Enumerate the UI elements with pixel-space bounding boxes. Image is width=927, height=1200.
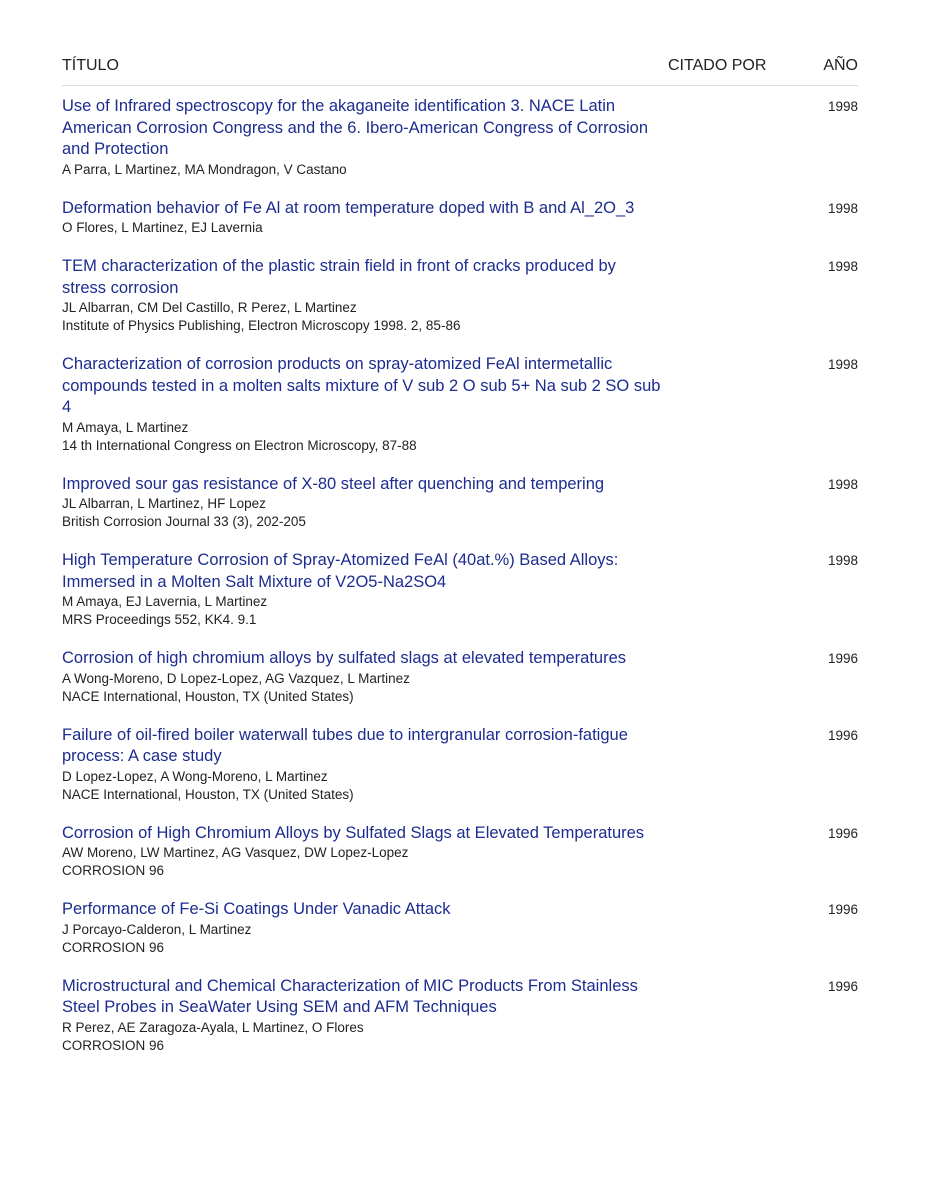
article-authors: J Porcayo-Calderon, L Martinez	[62, 921, 252, 937]
article-title-link[interactable]: TEM characterization of the plastic strain field in front of cracks produced by stress corrosion	[62, 257, 616, 297]
article-venue: CORROSION 96	[62, 863, 165, 878]
table-row	[62, 823, 858, 900]
article-title-link[interactable]: Corrosion of high chromium alloys by sulfated slags at elevated temperatures	[62, 649, 627, 667]
article-year: 1998	[827, 200, 858, 216]
title-column-header[interactable]: TÍTULO	[62, 57, 119, 74]
table-row	[62, 976, 858, 1074]
article-title-link[interactable]: Deformation behavior of Fe Al at room temperature doped with B and Al_2O_3	[62, 198, 635, 217]
publication-list	[62, 96, 858, 1074]
article-authors: R Perez, AE Zaragoza-Ayala, L Martinez, O Flores	[62, 1019, 364, 1035]
article-authors: M Amaya, L Martinez	[62, 419, 189, 435]
table-row	[62, 198, 858, 257]
article-venue: 14 th International Congress on Electron Microscopy, 87-88	[62, 437, 417, 453]
article-authors: O Flores, L Martinez, EJ Lavernia	[62, 220, 263, 235]
article-title-link[interactable]: Corrosion of High Chromium Alloys by Sulfated Slags at Elevated Temperatures	[62, 823, 645, 842]
article-authors: M Amaya, EJ Lavernia, L Martinez	[62, 594, 268, 609]
table-row	[62, 725, 858, 823]
article-venue: British Corrosion Journal 33 (3), 202-205	[62, 514, 306, 529]
table-row	[62, 256, 858, 354]
table-row	[62, 648, 858, 725]
article-authors: A Wong-Moreno, D Lopez-Lopez, AG Vazquez, L Martinez	[62, 670, 410, 686]
article-year: 1998	[827, 99, 858, 114]
cited-by-column-header[interactable]: CITADO POR	[668, 57, 767, 74]
article-authors: D Lopez-Lopez, A Wong-Moreno, L Martinez	[62, 768, 328, 784]
article-title-link[interactable]: High Temperature Corrosion of Spray-Atomized FeAl (40at.%) Based Alloys: Immersed in a Molten Salt Mixture of V2O5-Na2SO4	[62, 551, 619, 591]
article-year: 1996	[827, 651, 858, 666]
article-title-link[interactable]: Use of Infrared spectroscopy for the akaganeite identification 3. NACE Latin American Corrosion Congress and the 6. Ibero-American Congress of Corrosion and Protection	[62, 97, 649, 158]
publications-page	[62, 54, 858, 1074]
table-row	[62, 899, 858, 976]
table-header	[62, 54, 858, 86]
article-authors: A Parra, L Martinez, MA Mondragon, V Castano	[62, 161, 347, 177]
article-authors: JL Albarran, CM Del Castillo, R Perez, L Martinez	[62, 300, 357, 315]
article-venue: Institute of Physics Publishing, Electron Microscopy 1998. 2, 85-86	[62, 318, 461, 333]
article-title-link[interactable]: Failure of oil-fired boiler waterwall tubes due to intergranular corrosion-fatigue process: A case study	[62, 725, 628, 765]
table-row	[62, 474, 858, 551]
article-title-link[interactable]: Microstructural and Chemical Characterization of MIC Products From Stainless Steel Probes in SeaWater Using SEM and AFM Techniques	[62, 976, 638, 1016]
article-venue: NACE International, Houston, TX (United States)	[62, 688, 354, 704]
article-venue: CORROSION 96	[62, 1037, 165, 1053]
article-year: 1998	[827, 357, 858, 372]
article-venue: MRS Proceedings 552, KK4. 9.1	[62, 612, 257, 627]
article-year: 1998	[827, 553, 858, 568]
article-title-link[interactable]: Improved sour gas resistance of X-80 steel after quenching and tempering	[62, 474, 605, 493]
article-venue: NACE International, Houston, TX (United States)	[62, 786, 354, 802]
article-year: 1996	[827, 727, 858, 743]
article-title-link[interactable]: Performance of Fe-Si Coatings Under Vanadic Attack	[62, 900, 451, 918]
article-year: 1996	[827, 978, 858, 994]
article-authors: AW Moreno, LW Martinez, AG Vasquez, DW Lopez-Lopez	[62, 845, 409, 860]
year-column-header[interactable]: AÑO	[823, 57, 858, 74]
article-year: 1998	[827, 476, 858, 492]
article-venue: CORROSION 96	[62, 939, 165, 955]
article-title-link[interactable]: Characterization of corrosion products on spray-atomized FeAl intermetallic compounds tested in a molten salts mixture of V sub 2 O sub 5+ Na sub 2 SO sub 4	[62, 355, 661, 416]
article-year: 1996	[827, 902, 858, 917]
table-row	[62, 96, 858, 198]
article-authors: JL Albarran, L Martinez, HF Lopez	[62, 496, 266, 511]
table-row	[62, 354, 858, 474]
article-year: 1996	[827, 825, 858, 841]
table-row	[62, 550, 858, 648]
article-year: 1998	[827, 259, 858, 274]
